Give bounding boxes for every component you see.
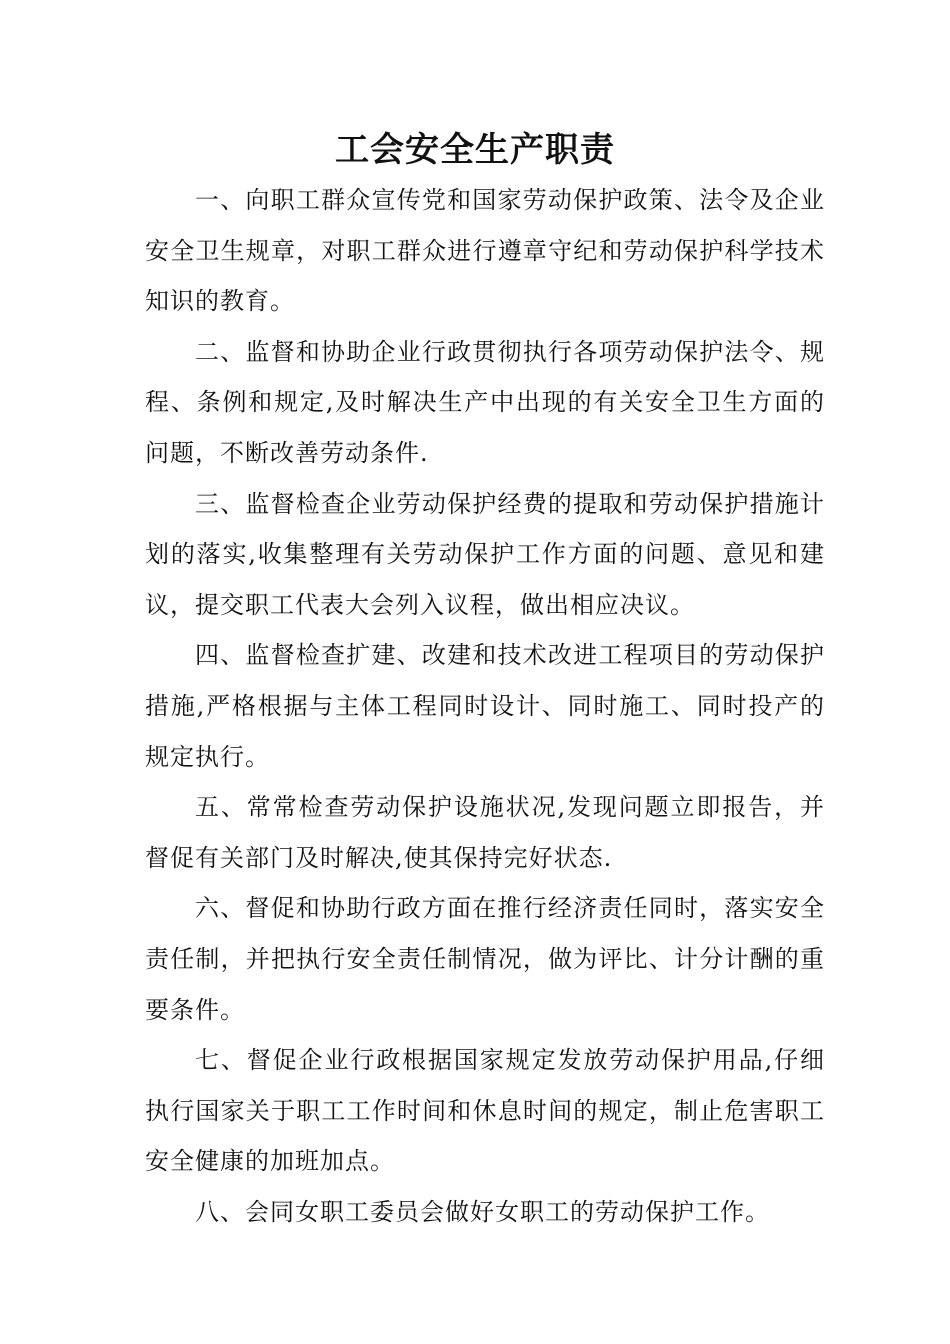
paragraph-3: 三、监督检查企业劳动保护经费的提取和劳动保护措施计划的落实,收集整理有关劳动保护工作方面的问题、意见和建议，提交职工代表大会列入议程，做出相应决议。	[145, 489, 825, 619]
document-title: 工会安全生产职责	[335, 130, 615, 170]
paragraph-1: 一、向职工群众宣传党和国家劳动保护政策、法令及企业安全卫生规章，对职工群众进行遵章守纪和劳动保护科学技术知识的教育。	[145, 186, 825, 316]
paragraph-2: 二、监督和协助企业行政贯彻执行各项劳动保护法令、规程、条例和规定,及时解决生产中出现的有关安全卫生方面的问题，不断改善劳动条件.	[145, 337, 825, 467]
paragraph-6: 六、督促和协助行政方面在推行经济责任同时，落实安全责任制，并把执行安全责任制情况，做为评比、计分计酬的重要条件。	[145, 894, 825, 1024]
document-body	[145, 175, 825, 1237]
paragraph-8: 八、会同女职工委员会做好女职工的劳动保护工作。	[195, 1197, 770, 1226]
paragraph-4: 四、监督检查扩建、改建和技术改进工程项目的劳动保护措施,严格根据与主体工程同时设计、同时施工、同时投产的规定执行。	[145, 641, 825, 771]
paragraph-7: 七、督促企业行政根据国家规定发放劳动保护用品,仔细执行国家关于职工工作时间和休息时间的规定，制止危害职工安全健康的加班加点。	[145, 1046, 825, 1176]
paragraph-5: 五、常常检查劳动保护设施状况,发现问题立即报告，并督促有关部门及时解决,使其保持完好状态.	[145, 793, 825, 872]
